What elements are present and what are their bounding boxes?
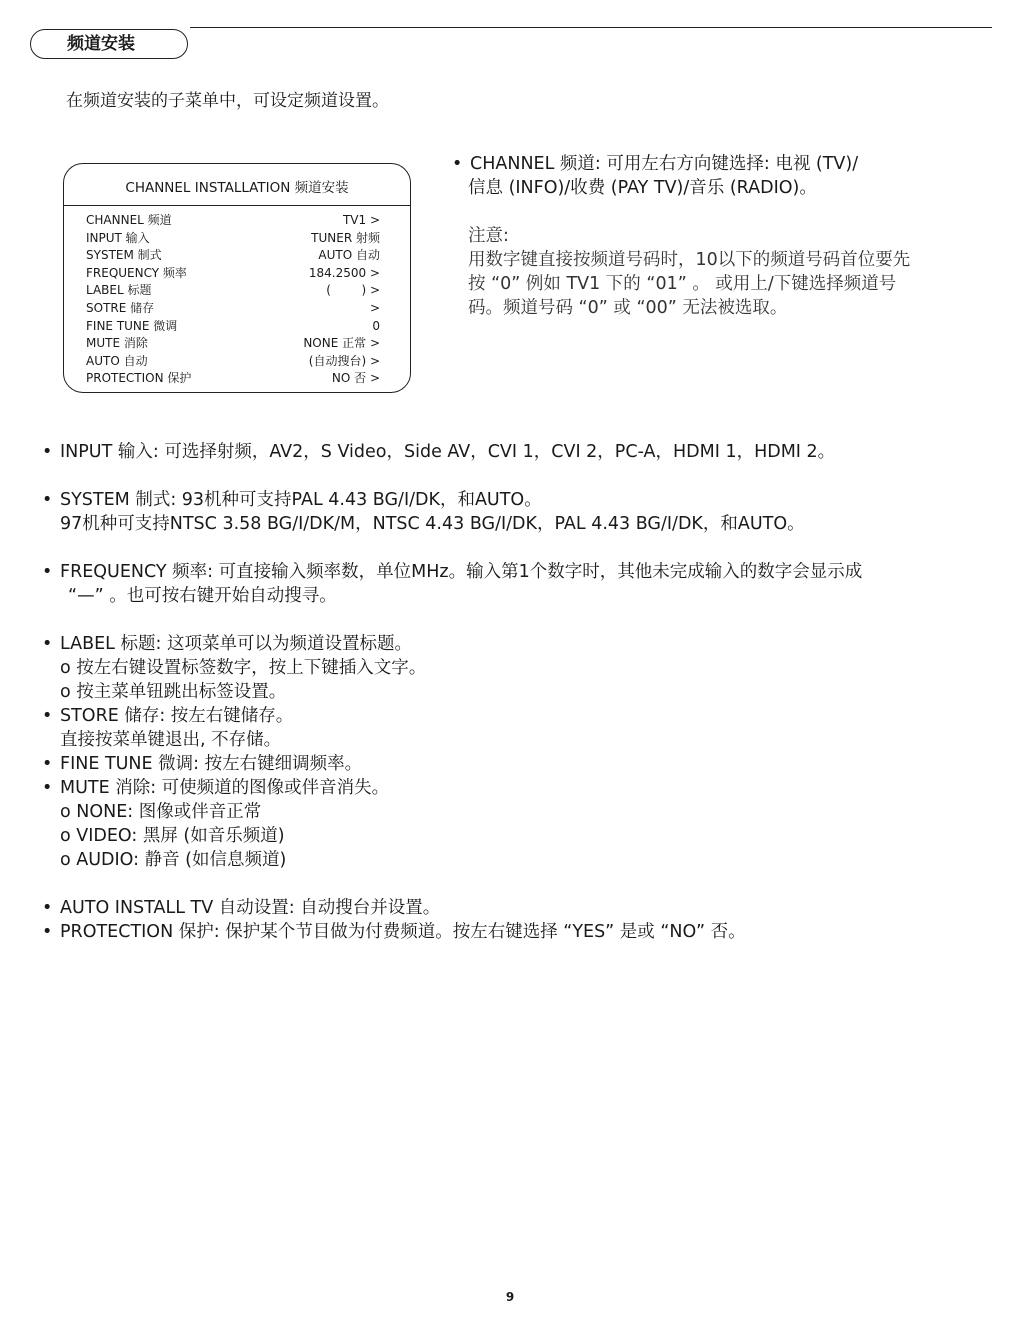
bullet-dot: • xyxy=(42,778,53,798)
osd-row-label: SYSTEM 制式 xyxy=(86,248,162,263)
bullet-frequency xyxy=(42,560,1002,584)
label-text: LABEL 标题: 这项菜单可以为频道设置标题。 xyxy=(60,634,412,654)
bullet-input xyxy=(42,440,1002,464)
intro-text: 在频道安装的子菜单中，可设定频道设置。 xyxy=(66,91,389,111)
bullet-dot: • xyxy=(42,922,53,942)
bullet-auto-install xyxy=(42,896,1002,920)
osd-row-label: AUTO 自动 xyxy=(86,353,148,368)
osd-row-value: ( ) > xyxy=(326,283,380,298)
osd-row-fine-tune xyxy=(86,318,380,336)
bullet-system xyxy=(42,488,1002,512)
protection-text: PROTECTION 保护: 保护某个节目做为付费频道。按左右键选择 “YES” 是或 “NO” 否。 xyxy=(60,922,746,942)
osd-row-label: LABEL 标题 xyxy=(86,283,152,298)
mute-text: MUTE 消除: 可使频道的图像或伴音消失。 xyxy=(60,778,390,798)
bullet-store xyxy=(42,704,1002,728)
osd-row-value: 0 xyxy=(372,318,380,333)
bullet-dot: • xyxy=(42,442,53,462)
osd-row-label: FREQUENCY 频率 xyxy=(86,265,187,280)
mute-sub-3: o AUDIO: 静音 (如信息频道) xyxy=(60,850,287,870)
auto-install-text: AUTO INSTALL TV 自动设置: 自动搜台并设置。 xyxy=(60,898,441,918)
store-text-2: 直接按菜单键退出, 不存储。 xyxy=(60,730,282,750)
osd-row-input xyxy=(86,230,380,248)
store-text-1: STORE 储存: 按左右键储存。 xyxy=(60,706,294,726)
bullet-dot: • xyxy=(42,706,53,726)
header-rule xyxy=(190,27,992,28)
note-line-1: 用数字键直接按频道号码时，10以下的频道号码首位要先 xyxy=(468,250,911,270)
bullet-protection xyxy=(42,920,1002,944)
channel-line-2: 信息 (INFO)/收费 (PAY TV)/音乐 (RADIO)。 xyxy=(468,178,817,198)
osd-row-protection xyxy=(86,370,380,388)
osd-row-value: TV1 > xyxy=(342,213,380,227)
osd-row-auto xyxy=(86,353,380,371)
system-text-2: 97机种可支持NTSC 3.58 BG/I/DK/M，NTSC 4.43 BG/I/DK，PAL 4.43 BG/I/DK，和AUTO。 xyxy=(60,514,805,534)
osd-row-value: NONE 正常 > xyxy=(303,336,380,351)
osd-menu-panel xyxy=(63,163,411,393)
label-sub-2: o 按主菜单钮跳出标签设置。 xyxy=(60,682,287,702)
fine-tune-text: FINE TUNE 微调: 按左右键细调频率。 xyxy=(60,754,363,774)
channel-line-1: CHANNEL 频道: 可用左右方向键选择: 电视 (TV)/ xyxy=(470,154,859,174)
frequency-text-2: “—” 。也可按右键开始自动搜寻。 xyxy=(68,586,337,606)
osd-row-value: 184.2500 > xyxy=(308,265,380,280)
osd-row-label: PROTECTION 保护 xyxy=(86,371,192,386)
osd-row-value: (自动搜台) > xyxy=(308,353,380,368)
note-title: 注意: xyxy=(468,226,509,246)
osd-title: CHANNEL INSTALLATION 频道安装 xyxy=(125,180,349,196)
bullet-dot: • xyxy=(42,634,53,654)
bullet-fine-tune xyxy=(42,752,1002,776)
bullet-dot: • xyxy=(452,154,463,174)
input-text: INPUT 输入: 可选择射频，AV2，S Video，Side AV，CVI 1，CVI 2，PC-A，HDMI 1，HDMI 2。 xyxy=(60,442,836,462)
label-sub-1: o 按左右键设置标签数字，按上下键插入文字。 xyxy=(60,658,427,678)
osd-row-value: > xyxy=(369,300,380,315)
osd-row-label xyxy=(86,282,380,300)
frequency-text-1: FREQUENCY 频率: 可直接输入频率数，单位MHz。输入第1个数字时，其他未完成输入的数字会显示成 xyxy=(60,562,863,582)
page-number: 9 xyxy=(505,1290,515,1304)
osd-row-value: NO 否 > xyxy=(331,371,380,386)
channel-description xyxy=(452,152,982,320)
osd-row-channel xyxy=(86,212,380,230)
bullet-mute xyxy=(42,776,1002,800)
system-text-1: SYSTEM 制式: 93机种可支持PAL 4.43 BG/I/DK，和AUTO。 xyxy=(60,490,542,510)
osd-row-system xyxy=(86,247,380,265)
bullet-dot: • xyxy=(42,898,53,918)
osd-row-label: SOTRE 储存 xyxy=(86,300,155,315)
bullet-dot: • xyxy=(42,562,53,582)
osd-row-mute xyxy=(86,335,380,353)
bullet-dot: • xyxy=(42,754,53,774)
osd-row-store xyxy=(86,300,380,318)
osd-divider xyxy=(64,205,410,206)
note-line-3: 码。频道号码 “0” 或 “00” 无法被选取。 xyxy=(468,298,788,318)
osd-row-label: MUTE 消除 xyxy=(86,336,148,351)
section-title: 频道安装 xyxy=(30,29,188,59)
osd-row-value: TUNER 射频 xyxy=(311,230,380,245)
osd-row-frequency xyxy=(86,265,380,283)
bullet-dot: • xyxy=(42,490,53,510)
bullet-channel xyxy=(452,152,982,176)
mute-sub-2: o VIDEO: 黑屏 (如音乐频道) xyxy=(60,826,285,846)
osd-rows xyxy=(86,212,380,388)
bullet-label xyxy=(42,632,1002,656)
osd-row-value: AUTO 自动 xyxy=(318,248,380,263)
osd-row-label: CHANNEL 频道 xyxy=(86,213,172,227)
osd-row-label: INPUT 输入 xyxy=(86,230,150,245)
osd-row-label: FINE TUNE 微调 xyxy=(86,318,178,333)
note-line-2: 按 “0” 例如 TV1 下的 “01” 。 或用上/下键选择频道号 xyxy=(468,274,897,294)
bullet-list xyxy=(42,440,1002,944)
mute-sub-1: o NONE: 图像或伴音正常 xyxy=(60,802,262,822)
